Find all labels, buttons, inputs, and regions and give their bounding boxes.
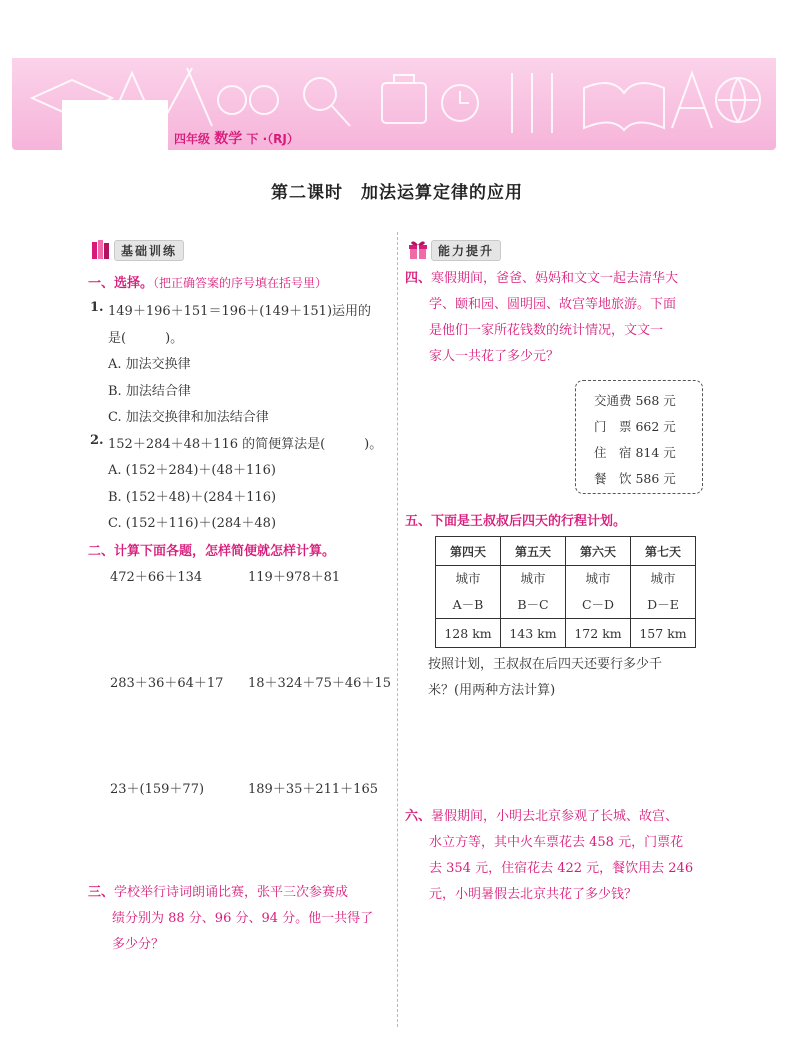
expense-food: 餐 饮 586 元 [594,471,676,486]
q5-heading: 五、下面是王叔叔后四天的行程计划。 [405,514,627,529]
gift-box-icon [407,239,429,261]
q1-heading [88,272,327,291]
q4-line-3: 是他们一家所花钱数的统计情况，文文一 [429,323,664,338]
q1-item1-line1: 149＋196＋151＝196＋(149＋151)运用的 [108,304,372,319]
table-header-cell: 第五天 [501,537,566,566]
q6-line-2: 水立方等，其中火车票花去 458 元，门票花 [429,835,684,850]
edition-label: 下 ·（RJ） [246,132,299,146]
books-icon [90,239,112,261]
q1-item2-line: 152＋284＋48＋116 的简便算法是( )。 [108,437,383,452]
ability-boost-badge [407,238,501,262]
table-cell-route [566,566,631,619]
route-value: A－B [452,597,484,612]
table-cell-route [501,566,566,619]
set-square-icon [672,73,712,128]
q3-block [88,880,398,958]
q6-block [405,804,715,908]
q4-line-4: 家人一共花了多少元？ [429,349,560,364]
city-label: 城市 [650,571,676,586]
q1-item2-option-c: C. (152＋116)＋(284＋48) [108,516,277,531]
q2-expr-5: 23＋(159＋77) [110,782,205,797]
city-label: 城市 [585,571,611,586]
q1-item2-option-a: A. (152＋284)＋(48＋116) [108,463,276,478]
q6-line-4: 元，小明暑假去北京共花了多少钱？ [429,887,638,902]
briefcase-icon [382,83,426,123]
ruler-icon [162,68,212,126]
q1-item1-line2: 是( )。 [108,331,184,346]
magnifier-icon [304,78,336,110]
glasses-left-icon [218,86,246,114]
q6-number: 六、 [405,809,432,824]
trip-plan-table [435,536,696,648]
q4-line-1: 寒假期间，爸爸、妈妈和文文一起去清华大 [431,271,679,286]
q5-question-line-2: 米？(用两种方法计算) [428,683,556,698]
q1-item2-option-b: B. (152＋48)＋(284＋116) [108,490,277,505]
expense-tickets: 门 票 662 元 [594,419,676,434]
table-header-row [436,537,696,566]
q4-line-2: 学、颐和园、圆明园、故宫等地旅游。下面 [429,297,677,312]
expense-transport: 交通费 568 元 [594,393,676,408]
q3-line-1: 学校举行诗词朗诵比赛，张平三次参赛成 [114,885,349,900]
q2-expr-1: 472＋66＋134 [110,570,203,585]
open-book-icon [584,83,664,130]
city-label: 城市 [520,571,546,586]
q3-line-3: 多少分？ [112,937,165,952]
q3-line-2: 绩分别为 88 分、96 分、94 分。他一共得了 [112,911,374,926]
q2-heading: 二、计算下面各题，怎样简便就怎样计算。 [88,544,336,559]
table-cell-route [436,566,501,619]
expense-box [575,380,703,494]
header-tab-cutout [62,100,168,150]
q1-item1-option-c: C. 加法交换律和加法结合律 [108,410,269,425]
table-row-distances [436,619,696,648]
city-label: 城市 [455,571,481,586]
basic-training-label: 基础训练 [114,240,184,261]
table-cell-route [631,566,696,619]
q1-title: 一、选择。 [88,276,154,291]
grade-subject-line [174,128,299,148]
table-header-cell: 第六天 [566,537,631,566]
route-value: C－D [581,597,615,612]
grade-label: 四年级 [174,132,211,146]
expense-lodging: 住 宿 814 元 [594,445,676,460]
pencils-icon [512,73,552,133]
q5-question-line-1: 按照计划，王叔叔在后四天还要行多少千 [428,657,663,672]
table-cell-distance: 157 km [631,619,696,648]
q2-expr-2: 119＋978＋81 [248,570,341,585]
q1-item2-number: 2. [90,433,104,448]
table-cell-distance: 143 km [501,619,566,648]
q1-item1-number: 1. [90,300,104,315]
q1-hint: （把正确答案的序号填在括号里） [153,276,328,290]
table-header-cell: 第四天 [436,537,501,566]
table-cell-distance: 128 km [436,619,501,648]
subject-label: 数学 [214,131,243,147]
glasses-right-icon [250,86,278,114]
basic-training-badge [90,238,184,262]
q2-expr-6: 189＋35＋211＋165 [248,782,378,797]
lesson-title: 第二课时 加法运算定律的应用 [271,183,523,203]
q6-line-1: 暑假期间，小明去北京参观了长城、故宫、 [431,809,679,824]
q2-expr-3: 283＋36＋64＋17 [110,676,224,691]
table-cell-distance: 172 km [566,619,631,648]
q3-number: 三、 [88,885,115,900]
table-row-routes [436,566,696,619]
table-header-cell: 第七天 [631,537,696,566]
route-value: B－C [517,597,549,612]
q1-item1-option-b: B. 加法结合律 [108,384,191,399]
q6-line-3: 去 354 元，住宿花去 422 元，餐饮用去 246 [429,861,694,876]
q1-item1-option-a: A. 加法交换律 [108,357,191,372]
q2-expr-4: 18＋324＋75＋46＋15 [248,676,391,691]
route-value: D－E [647,597,679,612]
q4-number: 四、 [405,271,432,286]
ability-boost-label: 能力提升 [431,240,501,261]
q4-block [405,266,715,370]
q5-question [428,652,718,704]
